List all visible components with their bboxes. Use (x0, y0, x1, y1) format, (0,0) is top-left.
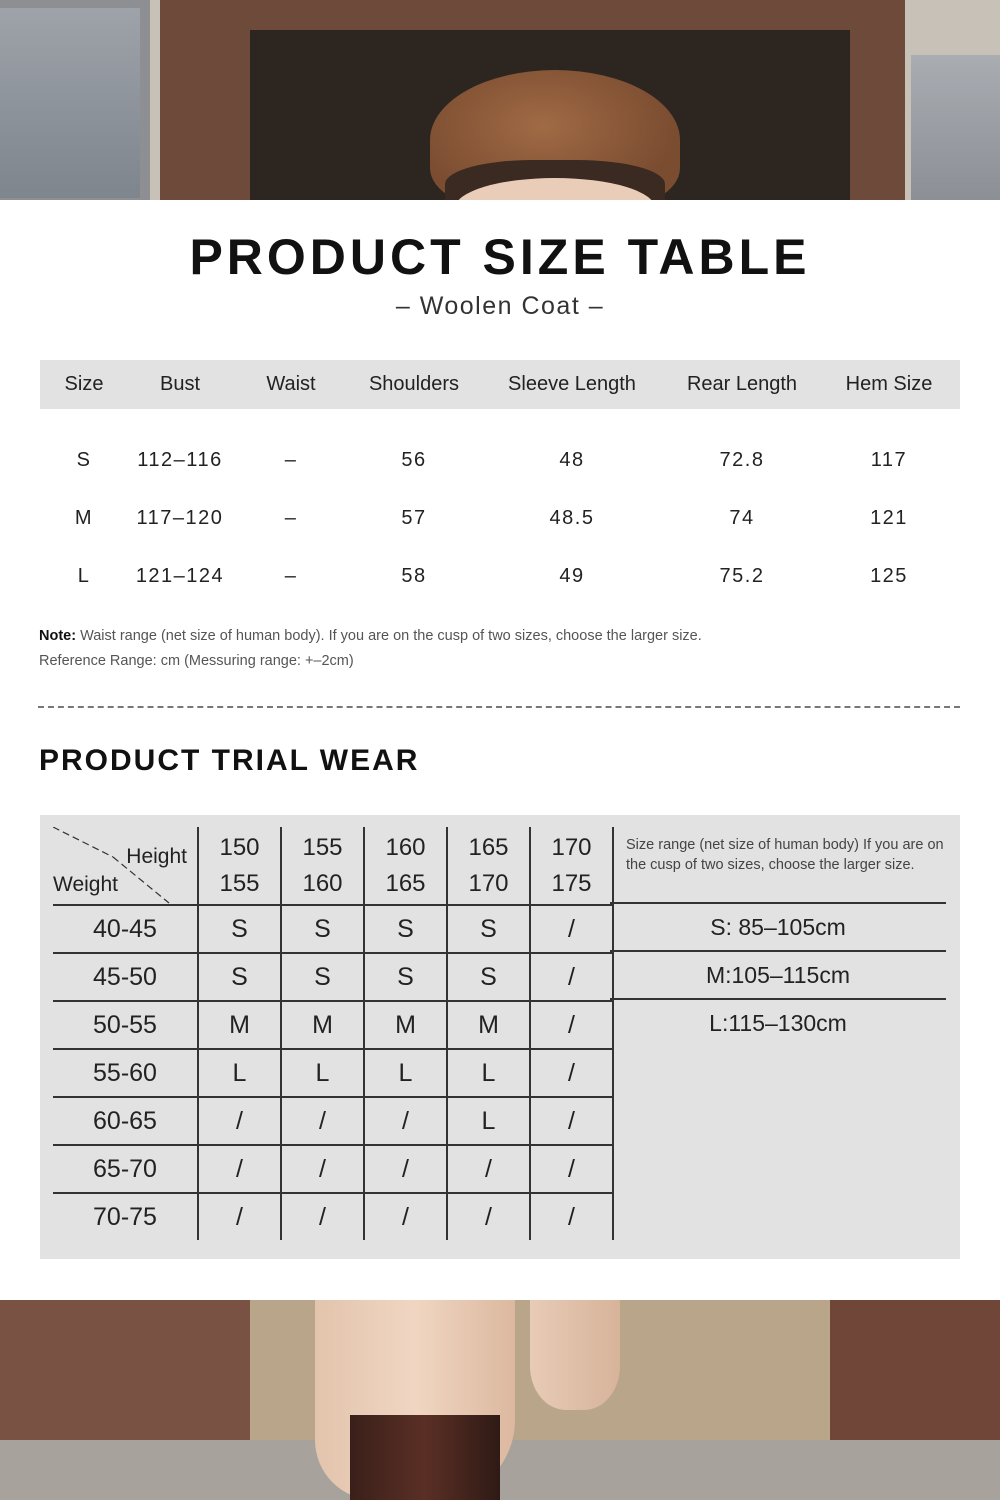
page-title: PRODUCT SIZE TABLE (189, 229, 811, 285)
size-cell: S (281, 905, 364, 953)
cell-hem-size: 121 (870, 506, 908, 529)
size-cell: / (530, 1193, 613, 1240)
note-label: Note: (39, 628, 77, 644)
cell-shoulders: 57 (401, 506, 427, 529)
size-cell: S (364, 953, 447, 1001)
size-cell: / (447, 1193, 530, 1240)
size-cell: M (447, 1001, 530, 1049)
weight-row (53, 1193, 613, 1240)
table-row (40, 431, 960, 489)
size-cell: S (281, 953, 364, 1001)
size-range-s: S: 85–105cm (610, 904, 946, 952)
cell-bust: 112–116 (137, 448, 223, 471)
cell-bust: 121–124 (135, 564, 225, 587)
cell-hem-size: 125 (870, 564, 908, 587)
weight-row (53, 1049, 613, 1097)
size-cell: / (530, 1097, 613, 1145)
header-shoulders: Shoulders (350, 360, 478, 409)
header-hem-size: Hem Size (818, 360, 960, 409)
pillar (830, 1300, 1000, 1460)
model-photo-bottom (0, 1300, 1000, 1500)
height-range: 150 155 (198, 827, 281, 905)
size-cell: / (364, 1193, 447, 1240)
cell-waist: – (284, 448, 298, 471)
size-cell: M (281, 1001, 364, 1049)
size-cell: L (364, 1049, 447, 1097)
cell-shoulders: 58 (401, 564, 427, 587)
window-left (0, 0, 160, 200)
cell-sleeve-length: 48.5 (549, 506, 595, 529)
weight-range: 60-65 (53, 1097, 198, 1145)
size-ranges (610, 827, 946, 1046)
header-size: Size (40, 360, 128, 409)
size-range-l: L:115–130cm (709, 1010, 847, 1036)
cell-waist: – (284, 506, 298, 529)
weight-range: 45-50 (53, 953, 198, 1001)
corner-cell (53, 827, 198, 905)
size-cell: L (447, 1097, 530, 1145)
size-cell: / (198, 1097, 281, 1145)
height-label: Height (126, 845, 187, 868)
size-range-m: M:105–115cm (610, 952, 946, 1000)
height-range: 170 175 (530, 827, 613, 905)
window-right (905, 0, 1000, 200)
cell-size: S (76, 448, 92, 471)
weight-range: 50-55 (53, 1001, 198, 1049)
note-line (39, 624, 702, 649)
note-text: Waist range (net size of human body). If you are on the cusp of two sizes, choose the larger size. (76, 628, 702, 644)
size-cell: / (530, 953, 613, 1001)
header-waist: Waist (232, 360, 350, 409)
size-cell: L (198, 1049, 281, 1097)
cell-hem-size: 117 (870, 448, 908, 471)
size-cell: / (447, 1145, 530, 1193)
size-range-note: Size range (net size of human body) If you are on the cusp of two sizes, choose the larger size. (610, 827, 946, 904)
weight-row (53, 1001, 613, 1049)
height-header-row (53, 827, 613, 905)
cell-shoulders: 56 (401, 448, 427, 471)
size-cell: / (281, 1145, 364, 1193)
size-cell: S (447, 953, 530, 1001)
size-cell: L (447, 1049, 530, 1097)
weight-range: 65-70 (53, 1145, 198, 1193)
cell-sleeve-length: 49 (559, 564, 585, 587)
reference-range: Reference Range: cm (Messuring range: +–2cm) (39, 653, 354, 669)
size-cell: / (530, 1049, 613, 1097)
table-row (40, 489, 960, 547)
size-table (40, 360, 960, 605)
size-cell: / (364, 1145, 447, 1193)
cell-rear-length: 74 (729, 506, 755, 529)
size-cell: / (198, 1145, 281, 1193)
cell-rear-length: 75.2 (719, 564, 765, 587)
cell-size: L (77, 564, 91, 587)
weight-row (53, 905, 613, 953)
size-cell: S (364, 905, 447, 953)
header-bust: Bust (128, 360, 232, 409)
size-cell: / (530, 1001, 613, 1049)
height-range: 155 160 (281, 827, 364, 905)
size-cell: / (198, 1193, 281, 1240)
cell-waist: – (284, 564, 298, 587)
weight-label: Weight (53, 873, 118, 896)
weight-row (53, 953, 613, 1001)
cell-bust: 117–120 (136, 506, 224, 529)
height-range: 165 170 (447, 827, 530, 905)
cell-sleeve-length: 48 (559, 448, 585, 471)
size-cell: M (198, 1001, 281, 1049)
weight-range: 70-75 (53, 1193, 198, 1240)
height-range: 160 165 (364, 827, 447, 905)
trial-title: PRODUCT TRIAL WEAR (39, 744, 420, 777)
size-cell: S (198, 953, 281, 1001)
cell-rear-length: 72.8 (719, 448, 765, 471)
size-cell: S (198, 905, 281, 953)
header-rear-length: Rear Length (666, 360, 818, 409)
size-cell: / (281, 1193, 364, 1240)
cell-size: M (74, 506, 94, 529)
weight-range: 40-45 (53, 905, 198, 953)
size-cell: / (530, 905, 613, 953)
weight-row (53, 1145, 613, 1193)
size-cell: L (281, 1049, 364, 1097)
page-subtitle: – Woolen Coat – (395, 292, 605, 320)
size-cell: / (530, 1145, 613, 1193)
size-cell: M (364, 1001, 447, 1049)
size-table-header (40, 360, 960, 409)
size-cell: / (364, 1097, 447, 1145)
header-sleeve-length: Sleeve Length (478, 360, 666, 409)
table-row (40, 547, 960, 605)
size-cell: S (447, 905, 530, 953)
leg (530, 1300, 620, 1410)
weight-row (53, 1097, 613, 1145)
weight-range: 55-60 (53, 1049, 198, 1097)
size-notes (39, 624, 702, 674)
boot (350, 1415, 500, 1500)
model-photo-top (0, 0, 1000, 200)
size-cell: / (281, 1097, 364, 1145)
trial-grid (53, 827, 614, 1240)
trial-wear-panel (40, 815, 960, 1259)
section-divider (38, 706, 960, 708)
